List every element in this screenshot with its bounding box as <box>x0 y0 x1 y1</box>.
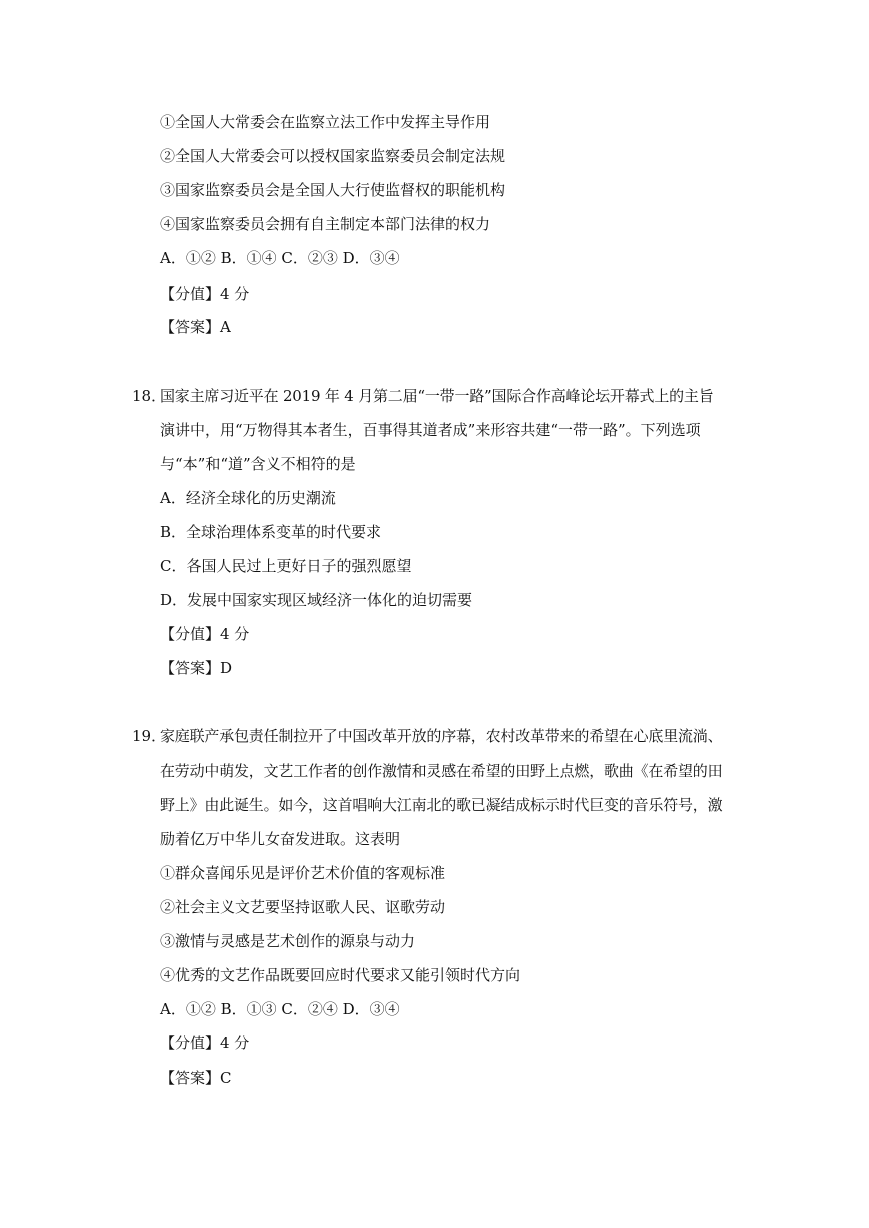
q17-option-4: ④国家监察委员会拥有自主制定本部门法律的权力 <box>160 215 491 233</box>
q17-option-3: ③国家监察委员会是全国人大行使监督权的职能机构 <box>160 181 506 199</box>
q17-score: 【分值】4 分 <box>160 285 250 303</box>
q19-option-4: ④优秀的文艺作品既要回应时代要求又能引领时代方向 <box>160 966 521 984</box>
q19-choices: A．①② B．①③ C．②④ D．③④ <box>160 1000 400 1018</box>
q17-answer: 【答案】A <box>160 318 231 336</box>
q19-stem-text-1: 家庭联产承包责任制拉开了中国改革开放的序幕，农村改革带来的希望在心底里流淌、 <box>160 727 723 745</box>
q17-choices: A．①② B．①④ C．②③ D．③④ <box>160 249 400 267</box>
q18-option-b: B．全球治理体系变革的时代要求 <box>160 523 382 541</box>
q19-answer: 【答案】C <box>160 1069 232 1087</box>
q18-number: 18． <box>132 387 167 405</box>
q19-option-3: ③激情与灵感是艺术创作的源泉与动力 <box>160 932 416 950</box>
q19-stem-line-1 <box>132 726 722 746</box>
q17-option-1: ①全国人大常委会在监察立法工作中发挥主导作用 <box>160 113 491 131</box>
q18-stem-line-3: 与“本”和“道”含义不相符的是 <box>160 455 356 473</box>
q18-stem-line-2: 演讲中，用“万物得其本者生，百事得其道者成”来形容共建“一带一路”。下列选项 <box>160 421 701 439</box>
q19-option-1: ①群众喜闻乐见是评价艺术价值的客观标准 <box>160 864 446 882</box>
q19-option-2: ②社会主义文艺要坚持讴歌人民、讴歌劳动 <box>160 898 446 916</box>
q19-number: 19． <box>132 727 167 745</box>
q17-option-2: ②全国人大常委会可以授权国家监察委员会制定法规 <box>160 147 506 165</box>
q19-score: 【分值】4 分 <box>160 1034 250 1052</box>
q18-option-a: A．经济全球化的历史潮流 <box>160 489 336 507</box>
q19-stem-line-3: 野上》由此诞生。如今，这首唱响大江南北的歌已凝结成标示时代巨变的音乐符号，激 <box>160 796 723 814</box>
q18-option-d: D．发展中国家实现区域经济一体化的迫切需要 <box>160 591 473 609</box>
q19-stem-line-2: 在劳动中萌发，文艺工作者的创作激情和灵感在希望的田野上点燃，歌曲《在希望的田 <box>160 762 723 780</box>
q18-stem-text-1: 国家主席习近平在 2019 年 4 月第二届“一带一路”国际合作高峰论坛开幕式上的主旨 <box>160 387 714 405</box>
q19-stem-line-4: 励着亿万中华儿女奋发进取。这表明 <box>160 830 401 848</box>
q18-answer: 【答案】D <box>160 659 233 677</box>
q18-stem-line-1 <box>132 386 714 406</box>
q18-option-c: C．各国人民过上更好日子的强烈愿望 <box>160 557 412 575</box>
q18-score: 【分值】4 分 <box>160 625 250 643</box>
